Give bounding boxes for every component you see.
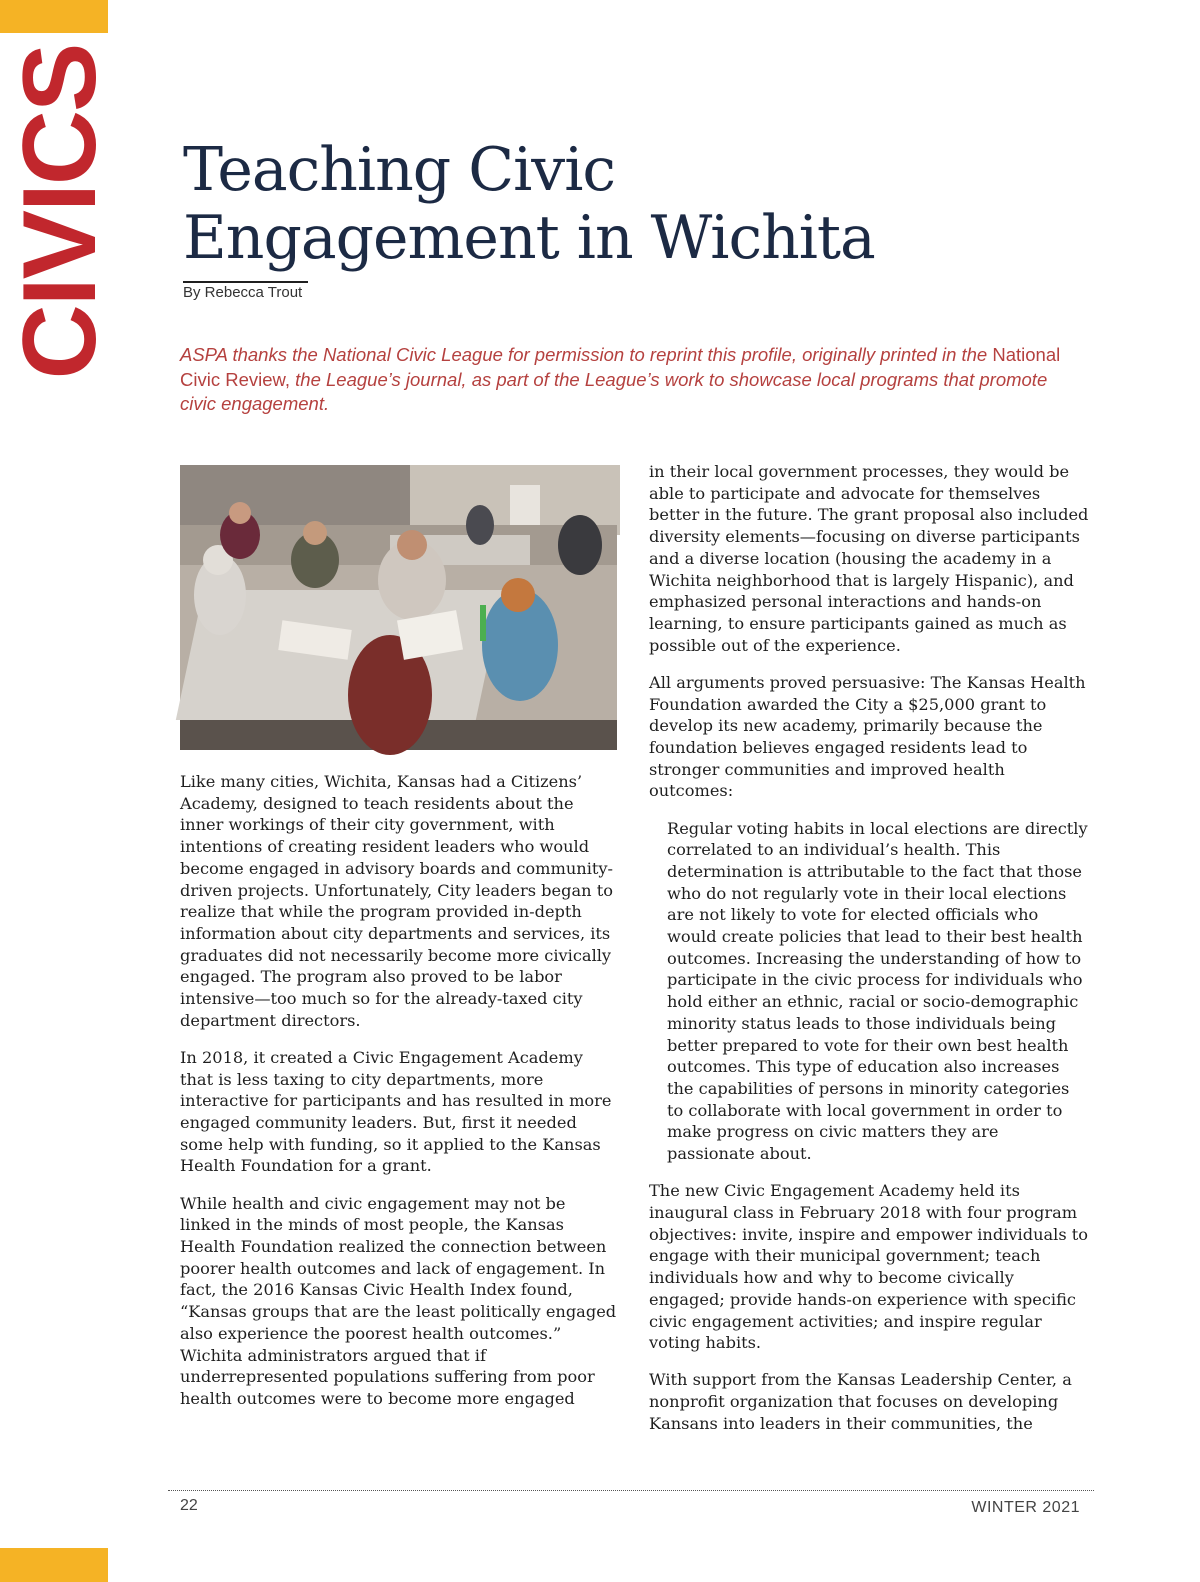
issue-label: WINTER 2021	[971, 1499, 1080, 1516]
photo-illustration	[180, 465, 617, 750]
body-paragraph: The new Civic Engagement Academy held its inaugural class in February 2018 with four program objectives: invite, inspire and empower individuals to engage with their municipal government; teach individuals how and why to become civically engaged; provide hands-on experience with specific civic engagement activities; and inspire regular voting habits.	[649, 1181, 1089, 1353]
page-number: 22	[180, 1497, 198, 1514]
section-tab-bottom	[0, 1548, 108, 1582]
article-column-left	[180, 771, 620, 1425]
section-label-text: CIVICS	[2, 44, 118, 380]
intro-text-1: ASPA thanks the National Civic League for permission to reprint this profile, originally printed in the	[180, 344, 993, 365]
byline-rule	[183, 281, 308, 283]
section-tab-top	[0, 0, 108, 33]
body-paragraph: While health and civic engagement may not be linked in the minds of most people, the Kansas Health Foundation realized the connection between poorer health outcomes and lack of engagement. In fact, the 2016 Kansas Civic Health Index found, “Kansas groups that are the least politically engaged also experience the poorest health outcomes.” Wichita administrators argued that if underrepresented populations suffering from poor health outcomes were to become more engaged	[180, 1193, 617, 1408]
article-title: Teaching Civic Engagement in Wichita	[183, 135, 875, 273]
footer-rule	[168, 1490, 1094, 1491]
body-paragraph: Like many cities, Wichita, Kansas had a Citizens’ Academy, designed to teach residents about the inner workings of their city government, with intentions of creating resident leaders who would become engaged in advisory boards and community-driven projects. Unfortunately, City leaders began to realize that while the program provided in-depth information about city departments and services, its graduates did not necessarily become more civically engaged. The program also proved to be labor intensive—too much so for the already-taxed city department directors.	[180, 772, 614, 1030]
section-label	[2, 42, 118, 382]
body-paragraph: in their local government processes, they would be able to participate and advocate for themselves better in the future. The grant proposal also included diversity elements—focusing on diverse participants and a diverse location (housing the academy in a Wichita neighborhood that is largely Hispanic), and emphasized personal interactions and hands-on learning, to ensure participants gained as much as possible out of the experience.	[649, 462, 1089, 655]
intro-publication-name: National Civic Review,	[180, 344, 1061, 390]
intro-note	[180, 343, 1080, 417]
body-paragraph: In 2018, it created a Civic Engagement Academy that is less taxing to city departments, more interactive for participants and has resulted in more engaged community leaders. But, first it needed some help with funding, so it applied to the Kansas Health Foundation for a grant.	[180, 1047, 612, 1176]
block-quote: Regular voting habits in local elections are directly correlated to an individual’s health. This determination is attributable to the fact that those who do not regularly vote in their local elections are not likely to vote for elected officials who would create policies that lead to their best health outcomes. Increasing the understanding of how to participate in the civic process for individuals who hold either an ethnic, racial or socio-demographic minority status leads to those individuals being better prepared to vote for their own best health outcomes. This type of education also increases the capabilities of persons in minority categories to collaborate with local government in order to make progress on civic matters they are passionate about.	[667, 818, 1088, 1164]
article-column-right	[649, 461, 1089, 1450]
byline: By Rebecca Trout	[183, 284, 303, 301]
intro-text-2: the League’s journal, as part of the League’s work to showcase local programs that promote civic engagement.	[180, 368, 1048, 414]
body-paragraph: All arguments proved persuasive: The Kansas Health Foundation awarded the City a $25,000 grant to develop its new academy, primarily because the foundation believes engaged residents lead to stronger communities and improved health outcomes:	[649, 672, 1086, 801]
group-meeting-photo	[180, 465, 617, 750]
body-paragraph: With support from the Kansas Leadership Center, a nonprofit organization that focuses on developing Kansans into leaders in their communities, the	[649, 1370, 1072, 1433]
